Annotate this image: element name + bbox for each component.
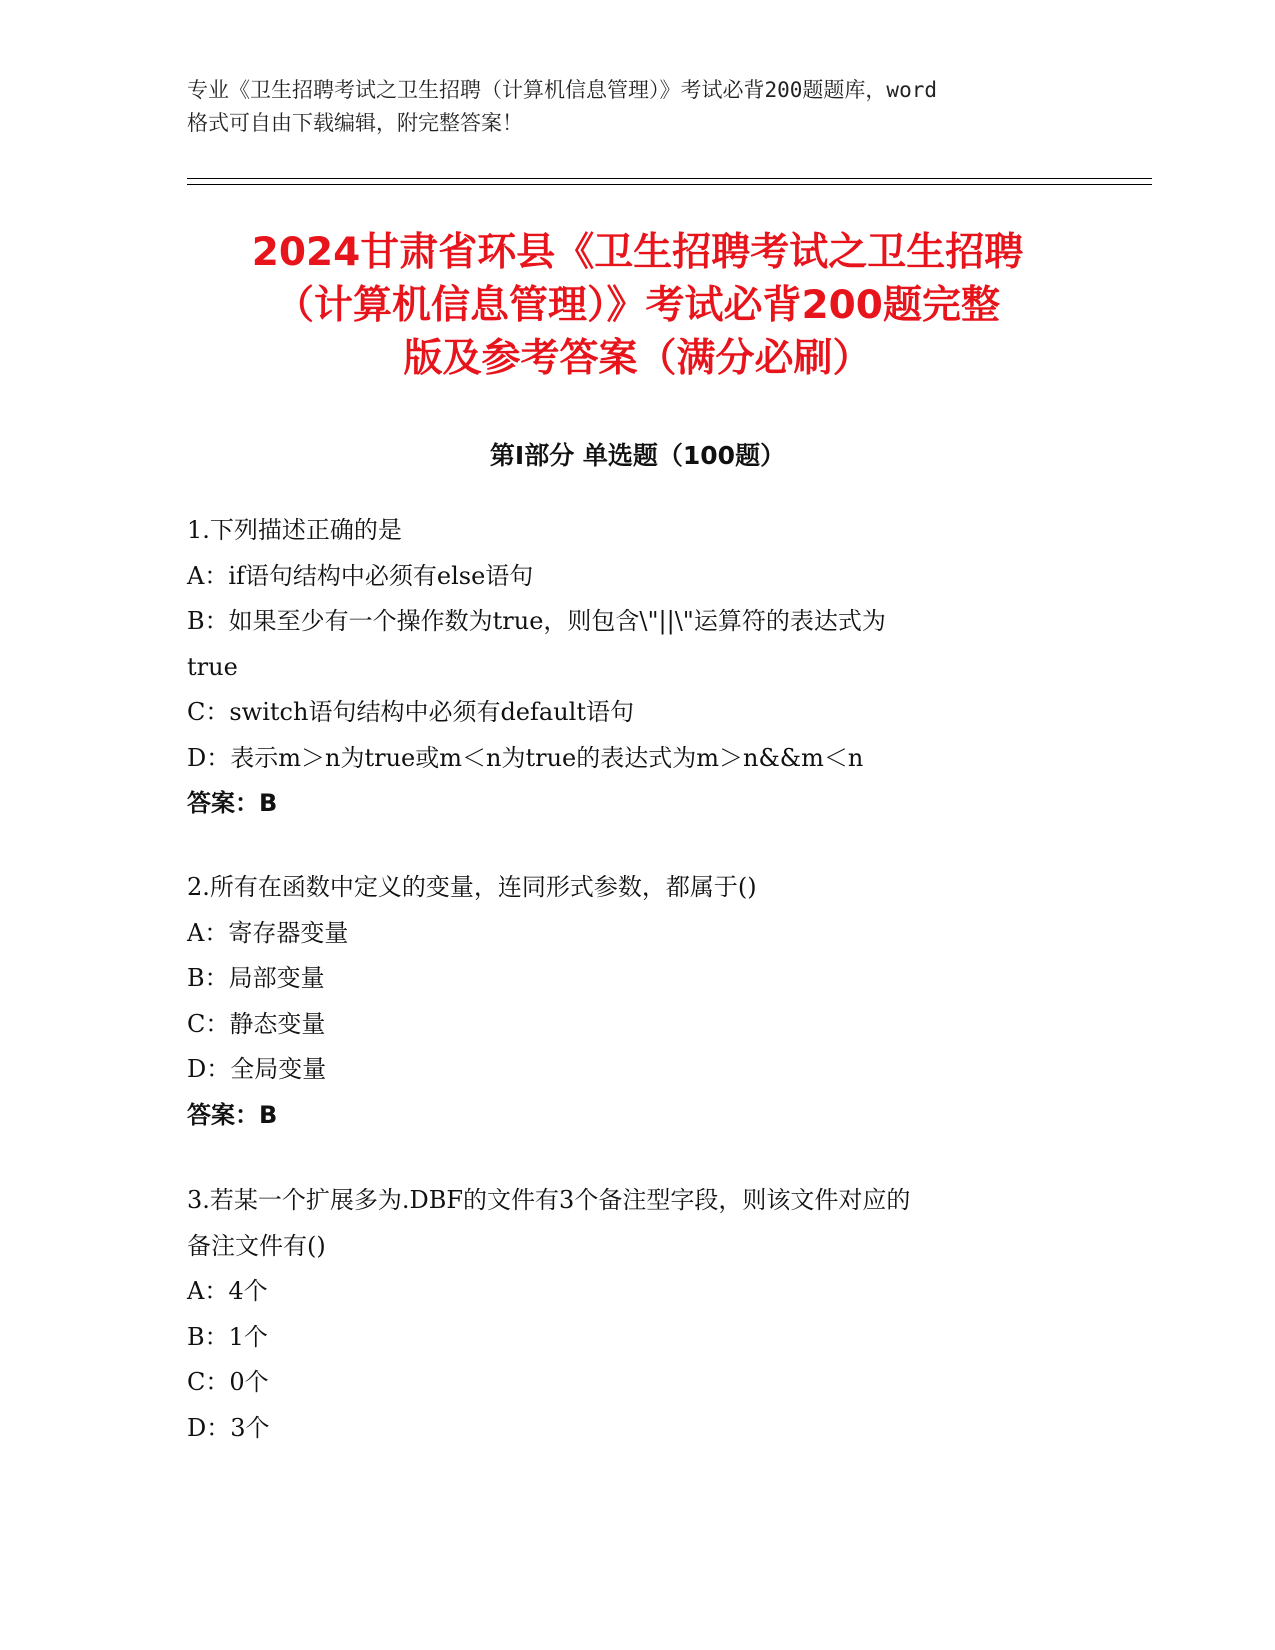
option-d: D：3个 xyxy=(187,1413,270,1442)
document-title xyxy=(160,226,1115,385)
question-3 xyxy=(187,1178,1087,1451)
option-b: B：1个 xyxy=(187,1322,268,1351)
option-a: A：if语句结构中必须有else语句 xyxy=(187,561,534,590)
title-line-2: （计算机信息管理）》考试必背200题完整 xyxy=(275,283,1000,328)
question-1 xyxy=(187,508,1087,827)
question-stem: 2.所有在函数中定义的变量，连同形式参数，都属于() xyxy=(187,873,757,901)
question-2 xyxy=(187,865,1087,1138)
option-c: C：0个 xyxy=(187,1368,269,1396)
section-heading: 第Ⅰ部分 单选题（100题） xyxy=(489,441,786,470)
question-stem: 1.下列描述正确的是 xyxy=(187,516,402,544)
document-header-note xyxy=(187,74,1087,140)
option-b: B：局部变量 xyxy=(187,964,325,992)
option-a: A：寄存器变量 xyxy=(187,918,349,947)
header-line-2: 格式可自由下载编辑，附完整答案！ xyxy=(187,111,523,135)
option-b-continued: true xyxy=(187,652,238,681)
question-stem-continued: 备注文件有() xyxy=(187,1231,326,1260)
question-stem: 3.若某一个扩展多为.DBF的文件有3个备注型字段，则该文件对应的 xyxy=(187,1186,911,1214)
header-rule-bottom xyxy=(187,184,1152,185)
option-c: C：switch语句结构中必须有default语句 xyxy=(187,698,634,726)
option-c: C：静态变量 xyxy=(187,1009,326,1038)
header-line-1: 专业《卫生招聘考试之卫生招聘（计算机信息管理）》考试必背200题题库，word xyxy=(187,78,937,102)
answer-line: 答案：B xyxy=(187,1100,278,1129)
title-line-3: 版及参考答案（满分必刷） xyxy=(403,336,872,381)
option-d: D：全局变量 xyxy=(187,1055,327,1083)
title-line-1: 2024甘肃省环县《卫生招聘考试之卫生招聘 xyxy=(251,230,1024,275)
option-b: B：如果至少有一个操作数为true，则包含\"||\"运算符的表达式为 xyxy=(187,607,886,635)
option-d: D：表示m＞n为true或m＜n为true的表达式为m＞n&&m＜n xyxy=(187,743,864,772)
option-a: A：4个 xyxy=(187,1277,268,1305)
answer-line: 答案：B xyxy=(187,789,278,817)
header-rule-top xyxy=(187,178,1152,179)
